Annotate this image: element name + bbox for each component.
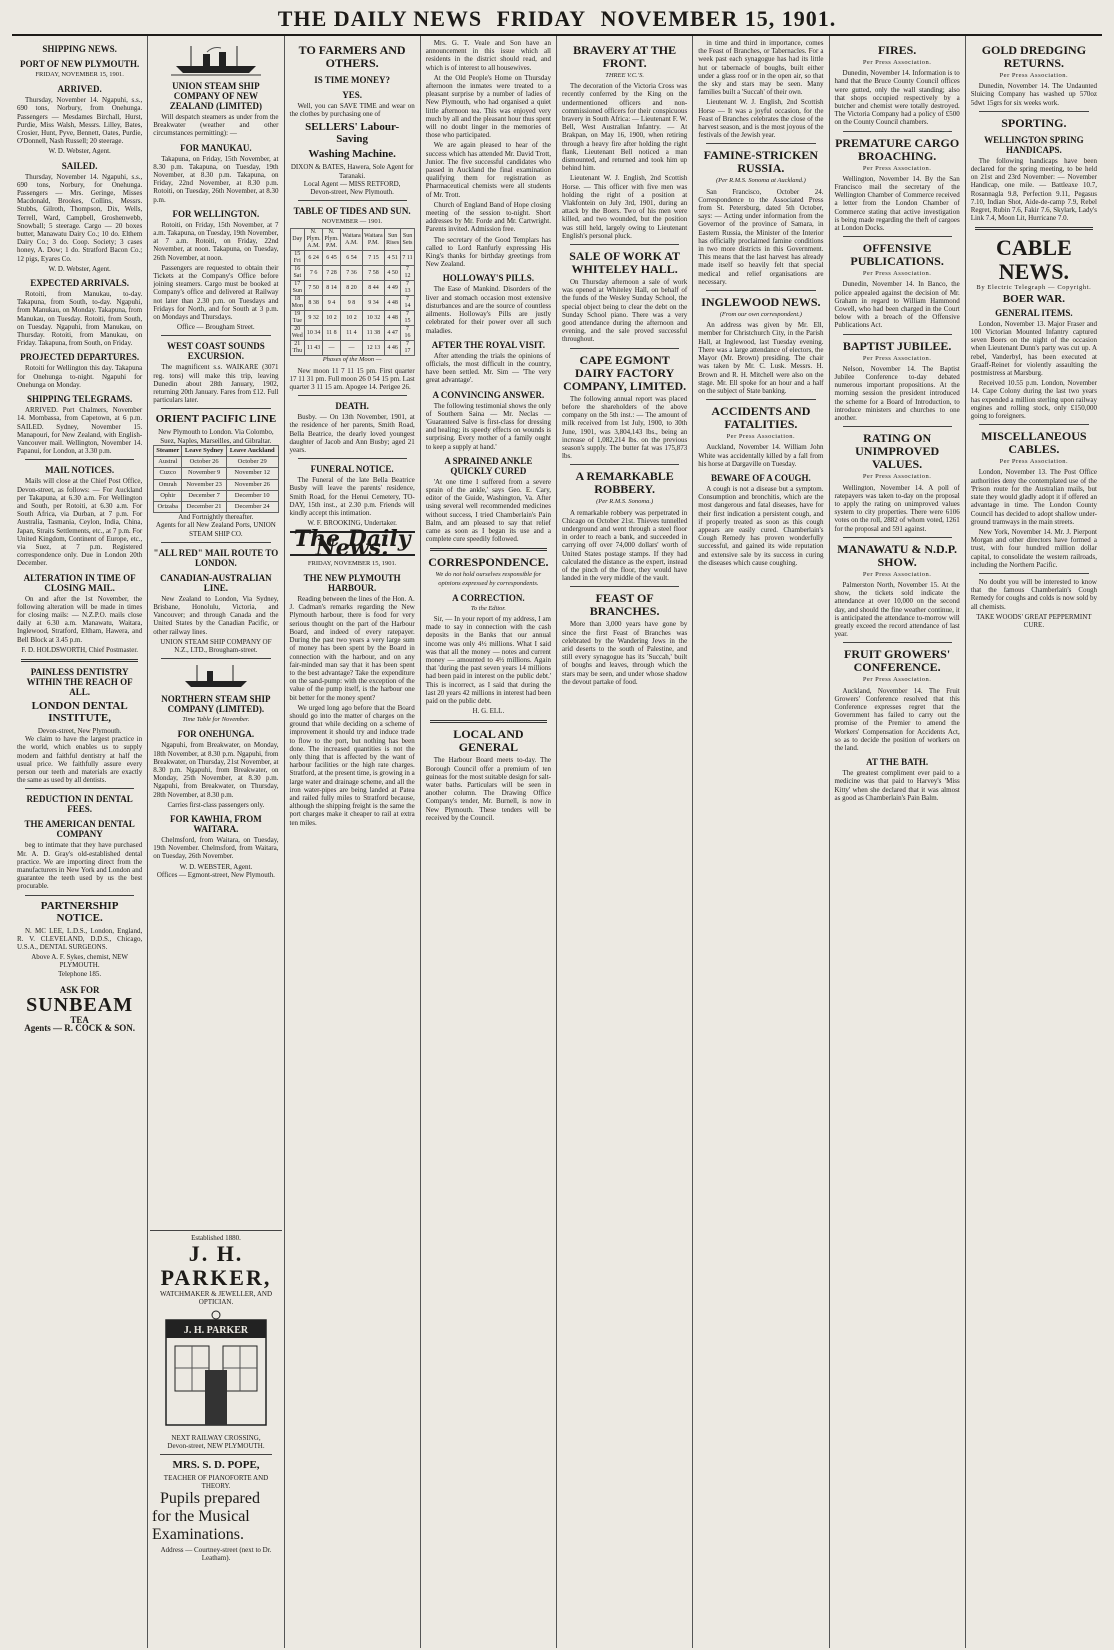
- american-heading: THE AMERICAN DENTAL COMPANY: [24, 819, 135, 840]
- premature-text: Wellington, November 14. By the San Francisco mail the secretary of the Wellington Chamber of Commerce received a letter from the London Chamber of Commerce stating that active investigation is being made regarding the theft of cargoes at London Docks.: [834, 174, 960, 233]
- masthead: [12, 6, 1102, 32]
- passengers-text: Passengers are requested to obtain their Tickets at the Company's Office before joining steamers. Cargo must be booked at Company's office and delivered at Railway not later than 2.30 p.m. on Tuesdays and Fridays for North, and for South at 3 p.m. on Mondays and Thursdays.: [153, 263, 279, 322]
- parker-railway: NEXT RAILWAY CROSSING,: [171, 1434, 261, 1442]
- cold-brand: TAKE WOODS' GREAT PEPPERMINT CURE.: [976, 612, 1092, 629]
- dental-text: We claim to have the largest practice in the world, which enables us to supply modern and faithful dentistry at half the usual price. We faithfully assure every person our teeth and materials are exactly the same as used by all dentists.: [17, 735, 143, 785]
- convincing-text: The following testimonial shows the only of Southern Saina — Mr. Neclas — 'Guaranteed Salve is first-class for dressing and healing; its speedy effects on wounds is surprising. Every mother of a family ought to keep a supply at hand.': [425, 401, 551, 451]
- moon-heading: Phases of the Moon —: [322, 356, 382, 364]
- famine-text: San Francisco, October 24. Correspondence to the Associated Press from St. Petersburg, dated 5th October, says: — Acting under information from the Governor of the province of Samara, in Eastern Russia, the Minister of the Interior has officially proclaimed famine conditions in two more districts in this Government. This means that the last harvest has already made itself so heavily felt that special medical and relief organisations are necessary.: [698, 187, 824, 286]
- sunbeam-tea: TEA: [70, 1015, 89, 1026]
- money-answer: YES.: [342, 90, 362, 100]
- divider: [570, 586, 679, 587]
- misc-heading: MISCELLANEOUS CABLES.: [981, 429, 1087, 457]
- parker-name: J. H. PARKER,: [160, 1241, 272, 1290]
- alteration-heading: ALTERATION IN TIME OF CLOSING MAIL.: [23, 572, 136, 593]
- premature-press: Per Press Association.: [862, 164, 932, 172]
- table-row: 15 Fri 6 24 6 45 6 54 7 15 4 51 7 11: [290, 251, 414, 266]
- table-row: 18 Mon 8 38 9 4 9 8 9 34 4 48 7 14: [290, 296, 414, 311]
- canadian-text: New Zealand to London, Via Sydney, Brisbane, Honolulu, Victoria, and Vancouver; and through Canada and the United States by the Canadian Pacific, or other railway lines.: [153, 594, 279, 636]
- column-1: [12, 36, 148, 1648]
- fortnightly: And Fortnightly thereafter.: [178, 513, 254, 522]
- harbour-text-1: Reading between the lines of the Hon. A. J. Cadman's remarks regarding the New Plymouth harbour, there is food for very serious thought on the part of the Harbour Board, and indeed of every ratepayer. During the past two years a very large sum of money has been spent by the Board in connection with the harbour, and on any fair-minded man say that it has been spent to the best advantage? Take the expenditure on the sand-pump: with the exception of the value of the pump itself, is the harbour one bit better for the money spent?: [289, 595, 415, 702]
- death-text: Busby. — On 13th November, 1901, at the residence of her parents, Smith Road, Bella Beatrice, the dearly loved youngest daughter of Jacob and Ann Busby; aged 21 years.: [289, 413, 415, 455]
- correspondence-note: We do not hold ourselves responsible for opinions expressed by correspondents.: [435, 571, 542, 587]
- divider: [25, 788, 134, 789]
- sailings-col-auckland: Leave Auckland: [226, 445, 278, 456]
- divider: [843, 131, 952, 132]
- column-7: [830, 36, 966, 1648]
- beware-text: A cough is not a disease but a symptom. Consumption and bronchitis, which are the most dangerous and fatal diseases, have for their first indication a persistent cough, and if properly treated as soon as this cough appears are easily cured. Chamberlain's Cough Remedy has proven wonderfully successful, and gained its wide reputation and extensive sale by its success in curing the diseases which cause coughing.: [698, 484, 824, 567]
- sporting-heading: SPORTING.: [1001, 115, 1067, 130]
- arrived-agent: W. D. Webster, Agent.: [48, 147, 111, 156]
- onehunga-heading: FOR ONEHUNGA.: [177, 729, 255, 740]
- dental-address: Devon-street, New Plymouth.: [37, 726, 122, 735]
- divider: [298, 395, 407, 396]
- whiteley-text: On Thursday afternoon a sale of work was opened at Whiteley Hall, on behalf of the funds of the Wesley Sunday School, the special object being to clear the debt on the Sunday School piano. There was a very good attendance during the afternoon and evening, and the sale proved successful throughout.: [562, 278, 688, 344]
- offensive-heading: OFFENSIVE PUBLICATIONS.: [850, 241, 944, 269]
- royal-visit-text: After attending the trials the opinions of officials, the most difficult in the country, have been settled. Mr. Sim — 'The very great advantage'.: [425, 351, 551, 385]
- wellington-heading: FOR WELLINGTON.: [172, 208, 260, 219]
- partnership-heading: PARTNERSHIP NOTICE.: [40, 899, 119, 924]
- beware-heading: BEWARE OF A COUGH.: [711, 472, 811, 483]
- sailings-col-sydney: Leave Sydney: [182, 445, 227, 456]
- union-text: Will despatch steamers as under from the Breakwater (weather and other circumstances permitting): —: [153, 113, 279, 138]
- westcoast-text: The magnificent s.s. WAIKARE (3071 reg. tons) will make this trip, leaving Dunedin about 28th January, 1902, returning 20th January. Fares from £12. Full particulars later.: [153, 363, 279, 405]
- divider: [843, 537, 952, 538]
- sailings-table: [153, 445, 278, 513]
- royal-visit-heading: AFTER THE ROYAL VISIT.: [431, 339, 545, 350]
- parker-trade: WATCHMAKER & JEWELLER, AND OPTICIAN.: [160, 1290, 272, 1306]
- sunbeam-agents: Agents — R. COCK & SON.: [24, 1023, 135, 1034]
- rating-press: Per Press Association.: [862, 473, 932, 481]
- sprained-heading: A SPRAINED ANKLE QUICKLY CURED: [444, 455, 533, 476]
- funeral-heading: FUNERAL NOTICE.: [310, 464, 394, 475]
- divider: [161, 658, 270, 659]
- divider: [975, 227, 1093, 230]
- manukau-text: Takapuna, on Friday, 15th November, at 8.30 p.m. Takapuna, on Tuesday, 19th November, at 8.30 p.m. Takapuna, on Friday, 22nd November, at 8.30 p.m. Rotoiti, on Tuesday, 26th November, at 8.30 p.m.: [153, 154, 279, 204]
- divider: [979, 424, 1089, 425]
- offensive-press: Per Press Association.: [862, 270, 932, 278]
- sellers-intro: Well, you can SAVE TIME and wear on the clothes by purchasing one of: [289, 102, 415, 119]
- correction-text: Sir, — In your report of my address, I am made to say in connection with the cash deposits in the Banks that our annual income was only 4½ millions. What I said was that all the money — notes and current money — amounted to 4½ millions. Again that 'during the past seven years 14 millions had been paid in interest on the public debt.' This is incorrect, as I said that during the last 20 years 42 millions in interest had been paid on the public debt.: [425, 614, 551, 705]
- column-4: [421, 36, 557, 1648]
- famine-heading: FAMINE-STRICKEN RUSSIA.: [703, 148, 819, 176]
- local-address: Devon-street, New Plymouth.: [310, 188, 394, 197]
- intro-text: Mrs. G. T. Veale and Son have an announcement in this issue which all residents in the district should read, and which is of interest to all housewives.: [425, 39, 551, 72]
- telephone: Telephone 185.: [58, 969, 102, 978]
- sunbeam-brand: SUNBEAM: [26, 994, 134, 1017]
- table-row: 16 Sat 7 6 7 28 7 36 7 58 4 50 7 12: [290, 266, 414, 281]
- telegrams-heading: SHIPPING TELEGRAMS.: [26, 394, 133, 405]
- correction-to: To the Editor.: [470, 604, 506, 612]
- onehunga-text: Ngapuhi, from Breakwater, on Monday, 18th November, at 8.30 p.m. Ngapuhi, from Breakwater, on Thursday, 21st November, at 8.30 p.m. Ngapuhi, from Breakwater, on Monday, 25th November, at 8.30 p.m. Ngapuhi, from Breakwater, on Thursday, 28th November, at 8.30 p.m.: [153, 741, 279, 799]
- whiteley-heading: SALE OF WORK AT WHITELEY HALL.: [569, 249, 681, 277]
- fruit-heading: FRUIT GROWERS' CONFERENCE.: [844, 647, 951, 675]
- pope-text: Pupils prepared for the Musical Examinations.: [152, 1490, 260, 1543]
- divider: [706, 399, 815, 400]
- table-row: Ophir December 7 December 10: [154, 490, 278, 501]
- pope-role: TEACHER OF PIANOFORTE AND THEORY.: [163, 1474, 269, 1490]
- divider: [25, 895, 134, 896]
- port-heading: PORT OF NEW PLYMOUTH.: [20, 59, 140, 69]
- harbour-text-2: We urged long ago before that the Board should go into the matter of charges on the ground that while deciding on a scheme of improvement it should try and induce trade to flow to the port, but nothing has been done. The increased quantities is not the only thing that is affected by the want of harbour facilities or the high rate charges. Stratford, at the present time, is growing in a large water and drainage scheme, and all the iron water-pipes are being landed at Patea and railed fully miles to Stratford because, although the shipping freight is the same the port charges make it cheaper to rail at extra ten miles.: [289, 703, 415, 827]
- farmers-heading: TO FARMERS AND OTHERS.: [298, 43, 406, 70]
- american-text: beg to intimate that they have purchased Mr. A. D. Gray's old-established dental practice. We are importing direct from the manufacturers in New York and London and guarantee the teeth used by us the best procurable.: [17, 841, 143, 891]
- northern-agent: W. D. WEBSTER, Agent.: [179, 862, 253, 871]
- accidents-heading: ACCIDENTS AND FATALITIES.: [711, 404, 811, 432]
- famine-sub: (Per R.M.S. Sonoma at Auckland.): [715, 177, 806, 185]
- accidents-press: Per Press Association.: [726, 433, 796, 441]
- accidents-text: Auckland, November 14. William John White was accidentally killed by a fall from his horse at Dargaville on Tuesday.: [698, 443, 824, 468]
- parker-established: Established 1880.: [191, 1234, 241, 1242]
- manawatu-text: Palmerston North, November 15. At the show, the tickets sold indicate the attendance at over 10,000 on the second day, and should the fine weather continue, it is anticipated the attendance to-morrow will greatly exceed the record attendance of last year.: [834, 580, 960, 639]
- news-text-3: Church of England Band of Hope closing meeting of the session to-night. Short addresses by Mr. Forde and Mr. Cartwright. Parents invited. Admission free.: [425, 200, 551, 234]
- mail-text: Mails will close at the Chief Post Office, Devon-street, as follows: — For Auckland per Takapuna, at 6.30 a.m. For Wellington and South, per Rotoiti, at 6.30 a.m. For South Africa, via Durban, at 7 p.m. For Australia, Tasmania, Ceylon, India, China, Japan, Straits Settlements, etc., at 7 p.m. For United Kingdom, Continent of Europe, etc., via Suez, at 7 p.m. Registered correspondence only. Due in London 20th December.: [17, 477, 143, 568]
- correspondence-heading: CORRESPONDENCE.: [428, 555, 549, 570]
- baptist-text: Nelson, November 14. The Baptist Jubilee Conference to-day debated numerous important propositions. At the morning session the president introduced the scheme for a Board of Introduction, to introduce ministers and churches to one another.: [834, 364, 960, 423]
- shipping-heading: SHIPPING NEWS.: [42, 44, 117, 54]
- sunbeam-ad: [17, 986, 142, 1033]
- dixon-agent: DIXON & BATES, Hawera, Sole Agent for Taranaki.: [290, 163, 414, 180]
- divider: [843, 426, 952, 427]
- sailed-text: Thursday, November 14. Ngapuhi, s.s., 690 tons, Norbury, for Onehunga. Passengers — Mrs. Geringe, Misses Macdonald, Brookes, Collins, Messrs. Stubbs, Gilroth, Thompson, Dix, Wells, Terrell, Ward, Campbell, Groshenwebb, Snowball; 5 steerage. Cargo — 20 boxes butter, Manawatu Dairy Co.; 10 do. Elthem Dairy Co.; 3 do. Coop. Society; 3 cases honey, A. Dow; 1 do. Stratford Bacon Co.; 12 pigs, Eyares Co.: [17, 172, 143, 263]
- northern-office: Offices — Egmont-street, New Plymouth.: [156, 870, 275, 879]
- local-text: The Harbour Board meets to-day. The Borough Council offer a premium of ten guineas for the most suitable design for salt-water baths. Particulars will be seen in another column. The Drawing Office Company's tender, Mr. Burnell, is now in New Plymouth. These tenders will be received by the Council.: [425, 756, 551, 822]
- steamship-icon: [171, 42, 261, 76]
- divider: [161, 408, 270, 409]
- bravery-text-2: Lieutenant W. J. English, 2nd Scottish Horse. — This officer with five men was holding the right of a position at Vlakfontein on July 3rd, 1901, during an attack by the Boers. Two of his men were killed, and two wounded, but the position was still held, largely owing to Lieutenant English's personal pluck.: [562, 174, 688, 240]
- masthead-date: NOVEMBER 15, 1901.: [600, 6, 837, 31]
- shopfront-illustration: [161, 1310, 271, 1430]
- inglewood-heading: INGLEWOOD NEWS.: [701, 295, 821, 310]
- table-row: 21 Thu 11 43 — — 12 13 4 46 7 17: [290, 341, 414, 356]
- arrived-text: Thursday, November 14. Ngapuhi, s.s., 690 tons, Norbury, from Onehunga. Passengers — Mesdames Birchall, Hurst, Purdie, Miss Walsh, Messrs. Lilley, Bates, Crosier, Hunt, Pyve, Bennett, Oates, Purdie, O'Donnell, Nash Russell; 20 steerage.: [17, 96, 143, 146]
- table-row: 19 Tue 9 32 10 2 10 2 10 32 4 48 7 15: [290, 311, 414, 326]
- sellers-title: SELLERS' Labour-Saving: [305, 121, 400, 146]
- rating-heading: RATING ON UNIMPROVED VALUES.: [855, 431, 940, 472]
- shop-sign: J. H. PARKER: [183, 1325, 249, 1336]
- news-text-1: At the Old People's Home on Thursday afternoon the inmates were treated to a pleasant surprise by a number of ladies of New Plymouth, who had organised a quiet little afternoon tea. This was enjoyed very much by all and the pleasant hour thus spent will no doubt linger in the memories of those who participated.: [425, 73, 551, 140]
- divider: [843, 236, 952, 237]
- divider: [706, 290, 815, 291]
- divider: [979, 111, 1089, 112]
- carries-note: Carries first-class passengers only.: [167, 800, 265, 809]
- table-row: Orizaba December 21 December 24: [154, 501, 278, 512]
- fruit-text: Auckland, November 14. The Fruit Growers' Conference resolved that this Conference expresses regret that the Government has failed to carry out the promise of the Premier to amend the Workers' Compensation for Accidents Act, so as to decide the position of workers on the land.: [834, 686, 960, 752]
- bravery-heading: BRAVERY AT THE FRONT.: [573, 43, 677, 70]
- orient-heading: ORIENT PACIFIC LINE: [155, 413, 277, 426]
- bravery-sub: THREE V.C.'S.: [605, 72, 645, 79]
- divider: [161, 542, 270, 543]
- masthead-title: THE DAILY NEWS: [277, 6, 483, 31]
- divider: [430, 548, 547, 551]
- manukau-heading: FOR MANUKAU.: [180, 142, 252, 153]
- column-5: [557, 36, 693, 1648]
- sailings-col-steamer: Steamer: [154, 445, 182, 456]
- postmaster: F. D. HOLDSWORTH, Chief Postmaster.: [21, 645, 139, 654]
- robbery-sub: (Per R.M.S. Sonoma.): [596, 498, 654, 506]
- table-row: Austral October 26 October 29: [154, 457, 278, 468]
- column-3: [285, 36, 421, 1648]
- divider: [161, 335, 270, 336]
- misc-text: London, November 13. The Post Office authorities deny the contemplated use of the 'Prison route for the Australian mails, but state they would gladly adopt it if offered an advantage in time. The London County Council has decided to adopt shallow under-ground tramways in the main streets.: [970, 468, 1097, 526]
- funeral-text: The Funeral of the late Bella Beatrice Busby will leave the parents' residence, Smith Road, for the Henui Cemetery, TO-DAY, 15th inst., at 2.30 p.m. Friends will kindly accept this intimation.: [289, 476, 415, 518]
- boer-heading: BOER WAR.: [1002, 292, 1065, 305]
- rating-text: Wellington, November 14. A poll of ratepayers was taken to-day on the proposal to apply the rating on unimproved values system to city properties. There were 6106 votes on the roll, 2882 of whom voted, 1261 for the proposal and 591 against.: [834, 483, 960, 533]
- alteration-text: On and after the 1st November, the following alteration will be made in times for closing mails: — N.Z.P.O. mails close daily at 6.30 a.m. Manawatu, Waitara, Inglewood, Stratford, Eltham, Hawera, and Bell Block at 3.45 p.m.: [17, 594, 143, 644]
- tides-table: Day N. Plym. A.M. N. Plym. P.M. Waitara A.M. Waitara P.M. Sun Rises Sun Sets 15 Fri 6 24 6 45 6 54 7 15 4 51 7 11 16 Sat 7 6 7 28 7 36 7 58 4 50 7 12 17 Sun 7 50 8 14 8 20 8 44 4 49 7 13 18 Mon 8 38 9 4 9 8 9 34 4 48 7 14 19 Tue 9 32 10 2 10 2 10 32 4 48 7 15 20 Wed 10 34 11 8 11 4 11 38 4 47 7 16 21 Thu 11 43 — — 12 13 4 46 7 17: [291, 229, 413, 355]
- local-heading: LOCAL AND GENERAL: [453, 727, 524, 755]
- steamship-icon: [181, 663, 251, 689]
- port-date: FRIDAY, NOVEMBER 15, 1901.: [35, 71, 124, 78]
- partners-address: Above A. F. Sykes, chemist, NEW PLYMOUTH.: [31, 953, 129, 970]
- divider: [843, 642, 952, 643]
- reduction-heading: REDUCTION IN DENTAL FEES.: [26, 794, 133, 815]
- gold-press: Per Press Association.: [999, 72, 1069, 79]
- undertaker: W. F. BROOKING, Undertaker.: [307, 519, 397, 528]
- cable-heading: CABLE NEWS.: [995, 235, 1072, 285]
- northern-sub: Time Table for November.: [182, 716, 250, 724]
- projected-text: Rotoiti for Wellington this day. Takapuna for Onehunga to-night. Ngapuhi for Onehunga on Monday.: [17, 364, 143, 389]
- tail-text: New York, November 14. Mr. J. Pierpont Morgan and other directors have formed a trust, with four hundred million dollar capital, to consolidate the western railroads, including the Northern Pacific.: [970, 527, 1097, 569]
- divider: [843, 334, 952, 335]
- news-text-2: We are again pleased to hear of the success which has attended Mr. David Trott, Junior. The five successful candidates who passed in Auckland the final examination qualifying them for registration as Pharmaceutical chemists were all students of Mr. Trott.: [425, 141, 551, 199]
- union-heading: UNION STEAM SHIP COMPANY OF NEW ZEALAND (LIMITED): [169, 81, 262, 111]
- parker-address: Devon-street, NEW PLYMOUTH.: [167, 1442, 265, 1450]
- divider: [570, 244, 679, 245]
- table-row: Omrah November 23 November 26: [154, 479, 278, 490]
- mail-heading: MAIL NOTICES.: [45, 465, 115, 476]
- fires-heading: FIRES.: [877, 43, 917, 57]
- feast-continued-2: Lieutenant W. J. English, 2nd Scottish Horse — It was a joyful occasion, for the Feast of Branches celebrates the close of the harvest season, and is the most joyous of the festivals of the Jewish year.: [698, 98, 824, 140]
- dental-institute: LONDON DENTAL INSTITUTE,: [31, 699, 128, 724]
- washing-title: Washing Machine.: [308, 148, 396, 161]
- feast-heading: FEAST OF BRANCHES.: [589, 591, 660, 619]
- death-heading: DEATH.: [335, 401, 369, 412]
- cape-heading: CAPE EGMONT DAIRY FACTORY COMPANY, LIMITED.: [563, 352, 687, 393]
- projected-heading: PROJECTED DEPARTURES.: [20, 352, 140, 363]
- boer-text-2: Received 10.55 p.m. London, November 14. Cape Colony during the last two years has expended a million sterling upon railway engines and rolling stock, only £150,000 going to foreigners.: [970, 379, 1097, 421]
- sailed-agent: W. D. Webster, Agent.: [48, 264, 111, 273]
- canadian-footer: UNION STEAM SHIP COMPANY OF N.Z., LTD., Brougham-street.: [160, 637, 272, 654]
- bath-heading: AT THE BATH.: [866, 757, 929, 768]
- inglewood-sub: (From our own correspondent.): [719, 311, 802, 319]
- pope-address: Address — Courtney-street (next to Dr. Leatham).: [160, 1546, 272, 1562]
- moon-text: New moon 11 7 11 15 pm. First quarter 17 11 31 pm. Full moon 26 0 54 15 pm. Last quarter 3 11 15 am. Apogee 14. Perigee 26.: [289, 366, 415, 392]
- column-6: [693, 36, 829, 1648]
- divider: [160, 1454, 272, 1455]
- allred-heading: "ALL RED" MAIL ROUTE TO LONDON.: [153, 547, 279, 568]
- masthead-day: FRIDAY: [496, 6, 587, 31]
- harbour-heading: THE NEW PLYMOUTH HARBOUR.: [303, 573, 401, 594]
- waitara-text: Chelmsford, from Waitara, on Tuesday, 19th November. Chelmsford, from Waitara, on Tuesday, 26th November.: [153, 835, 279, 861]
- tides-month: NOVEMBER — 1901.: [321, 218, 383, 226]
- fires-text: Dunedin, November 14. Information is to hand that the Bruce County Council offices were gutted, only the wall standing; also that shops occupied respectively by a butcher and chemist were totally destroyed. The Victoria Company had a policy of £500 on the County Council chambers.: [834, 69, 960, 127]
- divider: [570, 348, 679, 349]
- manawatu-press: Per Press Association.: [862, 570, 932, 578]
- fruit-press: Per Press Association.: [862, 676, 932, 684]
- divider: [570, 464, 679, 465]
- arrived-heading: ARRIVED.: [57, 84, 102, 95]
- orient-sub: New Plymouth to London. Via Colombo, Suez, Naples, Marseilles, and Gibraltar.: [158, 428, 274, 445]
- westcoast-heading: WEST COAST SOUNDS EXCURSION.: [167, 341, 265, 362]
- correction-heading: A CORRECTION.: [452, 592, 525, 603]
- table-row: 20 Wed 10 34 11 8 11 4 11 38 4 47 7 16: [290, 326, 414, 341]
- column-8: [966, 36, 1102, 1648]
- pope-name: MRS. S. D. POPE,: [172, 1459, 260, 1471]
- bath-text: The greatest compliment ever paid to a medicine was that paid to Harvey's 'Miss Kitty' when she declared that it was almost as good as Chamberlain's Pain Balm.: [834, 769, 960, 802]
- offensive-text: Dunedin, November 14. In Banco, the police appealed against the decision of Mr. Graham in regard to William Hammond Cowell, who had been charged in the Court below with a breach of the Offensive Publications Act.: [834, 280, 960, 330]
- telegrams-text: ARRIVED. Port Chalmers, November 14. Mombassa, from Capetown, at 6 p.m. SAILED. Sydney, November 15. Manapouri, for New Zealand, with English-Vancouver mail. Wellington, November 14. Papanui, for London, at 3.30 p.m.: [17, 406, 143, 456]
- divider: [21, 659, 138, 662]
- parker-ad: [150, 1230, 282, 1565]
- waitara-heading: FOR KAWHIA, FROM WAITARA.: [170, 813, 262, 834]
- gold-text: Dunedin, November 14. The Undaunted Sluicing Company has washed up 570oz 5dwt 15grs for six weeks work.: [970, 82, 1097, 107]
- money-question: IS TIME MONEY?: [314, 75, 391, 85]
- divider: [298, 458, 407, 459]
- feast-continued: in time and third in importance, comes the Feast of Branches, or Tabernacles. For a week past each synagogue has had its little hut or tabernacle of boughs, built either under a glass roof or in the open air, so that the sky and stars may be seen. Many families built a 'Succah' of their own.: [698, 39, 824, 97]
- expected-text: Rotoiti, from Manukau, to-day. Takapuna, from South, to-day. Ngapuhi, from Manukau, on Monday. Takapuna, from Manukau, on Tuesday. Rotoiti, from South, on Tuesday. Ngapuhi, from Manukau, on Thursday. Rotoiti, from Manukau, on Friday. Takapuna, from South, on Friday.: [17, 290, 143, 348]
- divider: [25, 459, 134, 460]
- gold-heading: GOLD DREDGING RETURNS.: [981, 43, 1087, 70]
- holloway-text: The Ease of Mankind. Disorders of the liver and stomach occasion most extensive disturbances and are the source of countless ailments. Holloway's Pills are justly celebrated for their power over all such maladies.: [425, 285, 551, 335]
- boer-text: London, November 13. Major Fraser and 100 Victorian Mounted Infantry captured seven Boers on the night of the occasion when Lieutenant Dunn's party was cut up. A rebel, Vanderbyl, has been executed at Graaff-Reinet for violently assaulting the postmistress at Marsburg.: [970, 319, 1097, 378]
- cape-text: The following annual report was placed before the shareholders of the above company on the 5th inst.: — The amount of milk received from 1st July, 1900, to 30th June, 1901, was 3,804,143 lbs., being an increase of 1,082,214 lbs. on the previous season's supply. The butter fat was 175,873 lbs.: [562, 394, 688, 461]
- misc-press: Per Press Association.: [999, 458, 1069, 466]
- partners-text: N. MC LEE, L.D.S., London, England, R. V. CLEVELAND, D.D.S., Chicago, U.S.A., DENTAL SURGEONS.: [17, 926, 143, 952]
- correction-signature: H. G. ELL.: [472, 707, 505, 716]
- divider: [979, 573, 1089, 574]
- premature-heading: PREMATURE CARGO BROACHING.: [835, 135, 960, 163]
- baptist-heading: BAPTIST JUBILEE.: [842, 338, 952, 353]
- tides-heading: TABLE OF TIDES AND SUN.: [293, 206, 411, 217]
- northern-heading: NORTHERN STEAM SHIP COMPANY (LIMITED).: [161, 694, 271, 715]
- bravery-text: The decoration of the Victoria Cross was recently conferred by the King on the undermentioned officers and non-commissioned officers for their conspicuous bravery in South Africa: — Lieutenant F. W. Bell, West Australian Infantry. — At Brakpan, on May 16, 1900, when retiring through a heavy fire after holding the right flank, Lieutenant Bell noticed a man dismounted, and returned and took him up behind him.: [562, 82, 688, 173]
- manawatu-heading: MANAWATU & N.D.P. SHOW.: [837, 541, 957, 569]
- table-row: 17 Sun 7 50 8 14 8 20 8 44 4 49 7 13: [290, 281, 414, 296]
- sporting-text: The following handicaps have been declared for the spring meeting, to be held on 21st and 23rd November: — November Handicap, one mile. — Battleaxe 10.7, Rosannagla 9.8, Perfection 9.11, Pegasus 7.10, Indian Shot, Aide-de-camp 7.9, Rebel Regret, Rubin 7.6, Fakir 7.6, Skylark, Lady's Link 7.4, Moon Lit, Hurricane 7.0.: [970, 156, 1097, 223]
- inglewood-text: An address was given by Mr. Ell, member for Christchurch City, in the Parish Hall, at Inglewood, last Tuesday evening. There was a large attendance of electors, the Mayor (Mr. Brown) presiding. The chair was taken by Mr. C. Lusk. Messrs. H. Brown and R. H. Mitchell were also on the stage. Mr. Ell spoke for an hour and a half on the subject of State banking.: [698, 321, 824, 395]
- holloway-heading: HOLLOWAY'S PILLS.: [442, 273, 534, 284]
- spring-handicaps-heading: WELLINGTON SPRING HANDICAPS.: [984, 134, 1084, 155]
- cable-sub: By Electric Telegraph — Copyright.: [976, 284, 1092, 292]
- divider: [706, 143, 815, 144]
- sunbeam-ask: ASK FOR: [59, 984, 100, 995]
- paper-logo: The Daily News.: [290, 531, 415, 555]
- baptist-press: Per Press Association.: [862, 354, 932, 362]
- logo-date: FRIDAY, NOVEMBER 15, 1901.: [307, 559, 397, 567]
- feast-text: More than 3,000 years have gone by since the first Feast of Branches was celebrated by the Wandering Jews in the arid deserts to the south of Palestine, and still every synagogue has its 'Succah,' built of boughs and leaves, through which the stars may be seen, and under whose shadow the devout partake of food.: [562, 620, 688, 686]
- convincing-heading: A CONVINCING ANSWER.: [432, 389, 545, 400]
- sprained-text: 'At one time I suffered from a severe sprain of the ankle,' says Geo. E. Cary, editor of the Guide, Washington, Va. After using several well recommended medicines without success, I tried Chamberlain's Pain Balm, and am pleased to say that relief came as soon as I began its use and a complete cure speedily followed.: [425, 477, 551, 544]
- news-text-4: The secretary of the Good Templars has called to Lord Ranfurly expressing His King's thanks for birthday greetings from New Zealand.: [425, 235, 551, 269]
- cold-text: No doubt you will be interested to know that the famous Chamberlain's Cough Remedy for coughs and colds is now sold by all chemists.: [970, 577, 1097, 611]
- robbery-text: A remarkable robbery was perpetrated in Chicago on October 21st. Thieves tunnelled underground and went through a steel floor in order to reach a bank, and succeeded in carrying off over 74,000 dollars' worth of United States postage stamps. If they had calculated the distance as the expert, instead of the pinch of the floor, they would have landed in the very middle of the vault.: [562, 508, 688, 583]
- general-items-heading: GENERAL ITEMS.: [995, 307, 1073, 318]
- agents-union: Agents for all New Zealand Ports, UNION STEAM SHIP CO.: [155, 521, 276, 538]
- union-office: Office — Brougham Street.: [177, 323, 255, 332]
- divider: [298, 200, 407, 201]
- divider: [430, 720, 547, 723]
- fires-press: Per Press Association.: [862, 59, 932, 66]
- dental-heading: PAINLESS DENTISTRY WITHIN THE REACH OF ALL.: [26, 666, 133, 697]
- local-agent: Local Agent — MISS RETFORD,: [303, 179, 401, 188]
- expected-heading: EXPECTED ARRIVALS.: [30, 278, 130, 289]
- robbery-heading: A REMARKABLE ROBBERY.: [575, 469, 674, 497]
- sailed-heading: SAILED.: [61, 160, 98, 171]
- canadian-heading: CANADIAN-AUSTRALIAN LINE.: [160, 572, 272, 593]
- table-row: Cuzco November 9 November 12: [154, 468, 278, 479]
- wellington-text: Rotoiti, on Friday, 15th November, at 7 a.m. Takapuna, on Tuesday, 19th November, at 7 a.m. Rotoiti, on Friday, 22nd November, at noon. Takapuna, on Tuesday, 26th November, at noon.: [153, 220, 279, 262]
